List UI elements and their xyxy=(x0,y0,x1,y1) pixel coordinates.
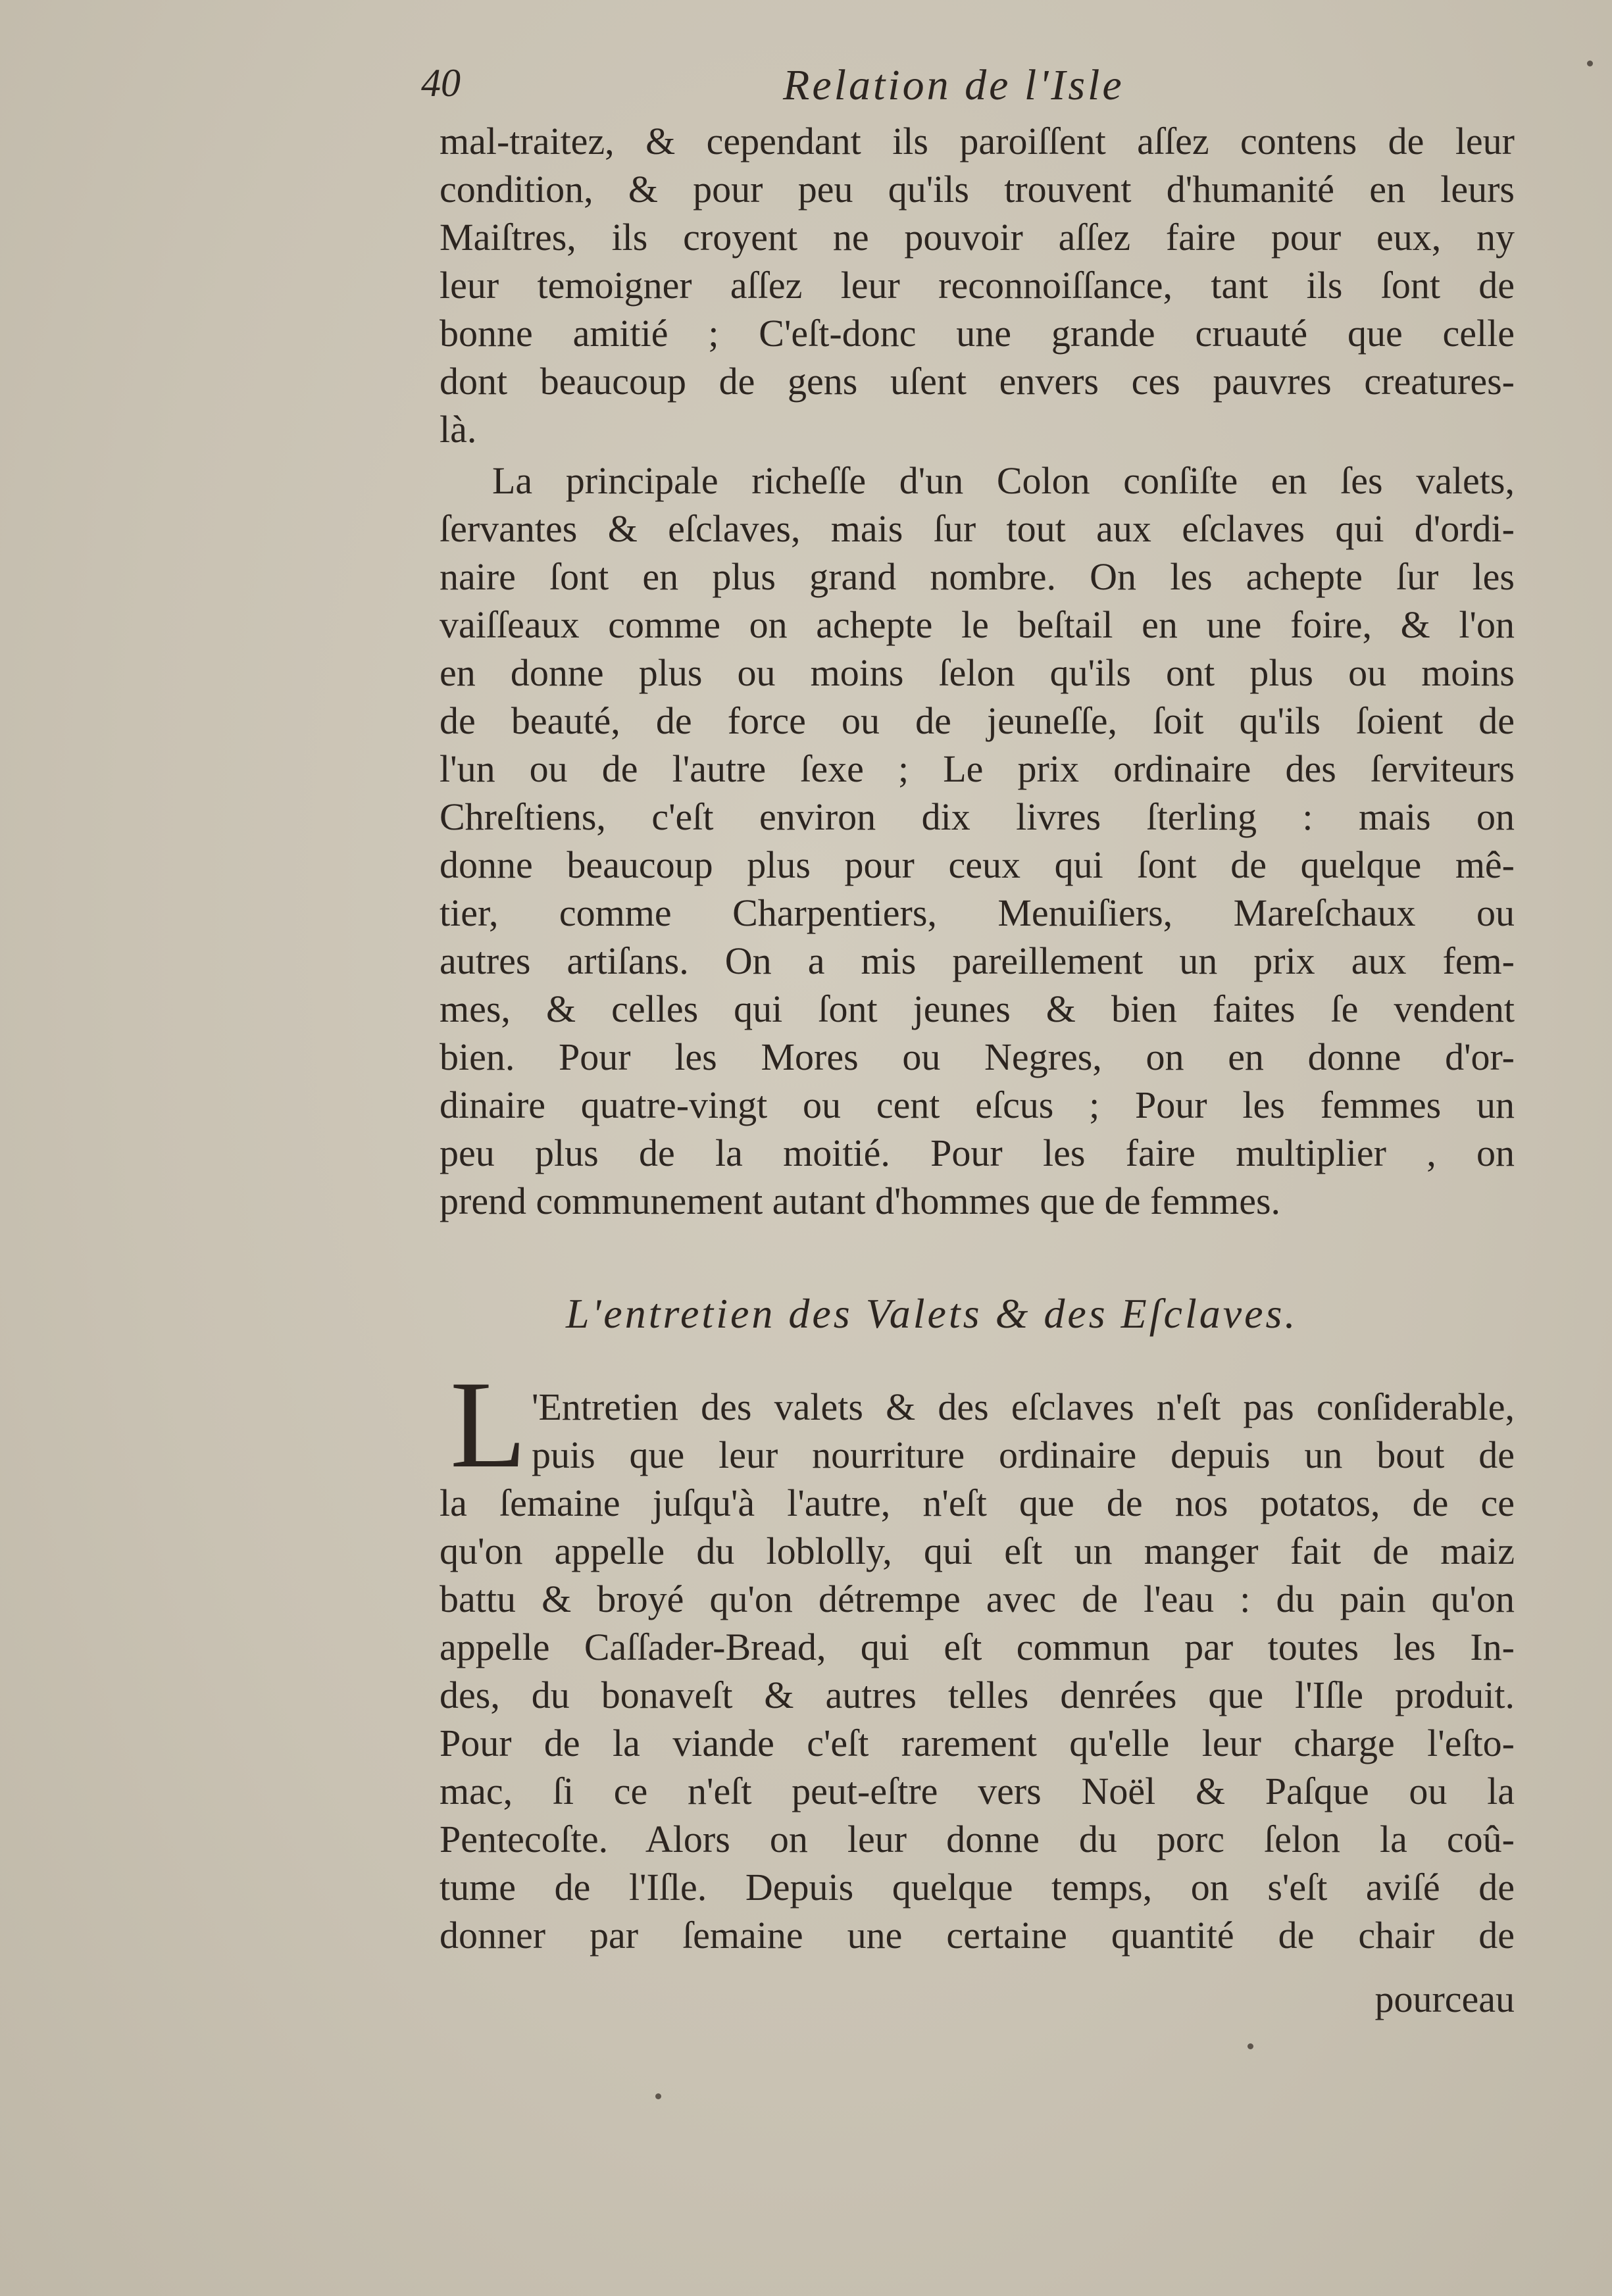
text-line: Pour de la viande c'eſt rarement qu'elle leur charge l'eſto- xyxy=(440,1722,1515,1764)
text-line: dont beaucoup de gens uſent envers ces pauvres creatures- xyxy=(440,360,1515,403)
text-line: prend communement autant d'hommes que de femmes. xyxy=(440,1180,1281,1222)
text-line: des, du bonaveſt & autres telles denrées que l'Iſle produit. xyxy=(440,1674,1515,1716)
text-line: tier, comme Charpentiers, Menuiſiers, Mareſchaux ou xyxy=(440,891,1515,934)
text-line: condition, & pour peu qu'ils trouvent d'humanité en leurs xyxy=(440,168,1515,211)
text-line: bonne amitié ; C'eſt-donc une grande cruauté que celle xyxy=(440,312,1515,355)
text-line: donne beaucoup plus pour ceux qui ſont de quelque mê- xyxy=(440,843,1515,886)
text-line: battu & broyé qu'on détrempe avec de l'eau : du pain qu'on xyxy=(440,1578,1515,1620)
text-line: naire ſont en plus grand nombre. On les achepte ſur les xyxy=(440,555,1515,598)
ink-speck xyxy=(1587,61,1593,66)
paragraph-upkeep xyxy=(440,1383,1515,1959)
ink-speck xyxy=(1247,2043,1253,2049)
catchword: pourceau xyxy=(1374,1978,1515,2020)
ink-speck xyxy=(655,2093,661,2099)
text-line: appelle Caſſader-Bread, qui eſt commun par toutes les In- xyxy=(440,1626,1515,1668)
text-line: bien. Pour les Mores ou Negres, on en donne d'or- xyxy=(440,1036,1515,1078)
text-line: mac, ſi ce n'eſt peut-eſtre vers Noël & Paſque ou la xyxy=(440,1770,1515,1812)
running-head xyxy=(421,61,1211,120)
text-line: donner par ſemaine une certaine quantité de chair de xyxy=(440,1914,1515,1957)
text-line: mal-traitez, & cependant ils paroiſſent aſſez contens de leur xyxy=(440,120,1515,162)
text-line: qu'on appelle du loblolly, qui eſt un manger fait de maiz xyxy=(440,1530,1515,1572)
text-line: autres artiſans. On a mis pareillement un prix aux fem- xyxy=(440,939,1515,982)
section-heading: L'entretien des Valets & des Eſclaves. xyxy=(566,1290,1298,1337)
text-line: tume de l'Iſle. Depuis quelque temps, on s'eſt aviſé de xyxy=(440,1866,1515,1909)
text-line: 'Entretien des valets & des eſclaves n'eſt pas conſiderable, xyxy=(532,1385,1515,1428)
paragraph-prices xyxy=(440,457,1515,1225)
text-line: ſervantes & eſclaves, mais ſur tout aux eſclaves qui d'ordi- xyxy=(440,507,1515,550)
text-line: leur temoigner aſſez leur reconnoiſſance, tant ils ſont de xyxy=(440,264,1515,307)
drop-cap: L xyxy=(450,1356,527,1494)
text-line: puis que leur nourriture ordinaire depuis un bout de xyxy=(532,1434,1515,1476)
text-line: la ſemaine juſqu'à l'autre, n'eſt que de nos potatos, de ce xyxy=(440,1482,1515,1524)
text-line: en donne plus ou moins ſelon qu'ils ont plus ou moins xyxy=(440,651,1515,694)
running-head-title: Relation de l'Isle xyxy=(783,61,1124,109)
text-line: Pentecoſte. Alors on leur donne du porc ſelon la coû- xyxy=(440,1818,1515,1860)
text-line: peu plus de la moitié. Pour les faire multiplier , on xyxy=(440,1132,1515,1174)
text-line: mes, & celles qui ſont jeunes & bien faites ſe vendent xyxy=(440,987,1515,1030)
text-line: l'un ou de l'autre ſexe ; Le prix ordinaire des ſerviteurs xyxy=(440,747,1515,790)
text-line: dinaire quatre-vingt ou cent eſcus ; Pour les femmes un xyxy=(440,1084,1515,1126)
page-number: 40 xyxy=(421,61,461,105)
text-line: Chreſtiens, c'eſt environ dix livres ſterling : mais on xyxy=(440,795,1515,838)
text-line: là. xyxy=(440,408,477,451)
text-line: La principale richeſſe d'un Colon conſiſte en ſes valets, xyxy=(492,459,1515,502)
text-line: Maiſtres, ils croyent ne pouvoir aſſez faire pour eux, ny xyxy=(440,216,1515,259)
text-line: vaiſſeaux comme on achepte le beſtail en une foire, & l'on xyxy=(440,603,1515,646)
text-line: de beauté, de force ou de jeuneſſe, ſoit qu'ils ſoient de xyxy=(440,699,1515,742)
paragraph-continuation xyxy=(440,117,1515,453)
